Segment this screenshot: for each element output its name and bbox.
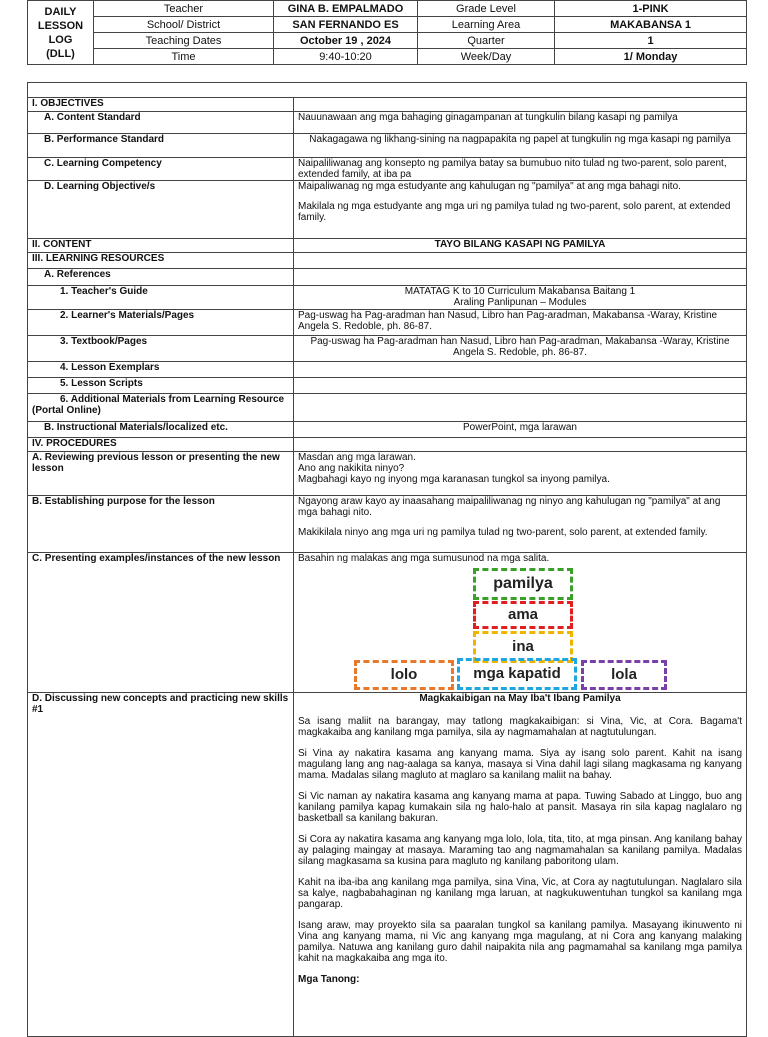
content-standard-label: A. Content Standard (28, 112, 294, 134)
header-label: Teaching Dates (94, 33, 274, 49)
empty-cell (294, 378, 747, 394)
teachers-guide-line1: MATATAG K to 10 Curriculum Makabansa Baitang 1 (404, 286, 636, 297)
learning-competency-label: C. Learning Competency (28, 158, 294, 181)
additional-materials-label (28, 394, 294, 422)
header-label: Learning Area (418, 17, 555, 33)
performance-standard-text: Nakagagawa ng likhang-sining na nagpapakita ng papel at tungkulin ng mga kasapi ng pamilya (294, 134, 747, 158)
procedure-a-line: Ano ang nakikita ninyo? (298, 463, 405, 474)
references-label: A. References (28, 269, 294, 286)
dll-line: DAILY (44, 5, 77, 18)
procedure-a-line: Masdan ang mga larawan. (298, 452, 416, 463)
empty-cell (294, 269, 747, 286)
word-boxes (298, 564, 742, 692)
resources-title: III. LEARNING RESOURCES (28, 253, 294, 269)
empty-cell (294, 394, 747, 422)
learning-competency-text: Naipaliliwanag ang konsepto ng pamilya batay sa bumubuo nito tulad ng two-parent, solo parent, extended family, at iba pa (294, 158, 747, 181)
word-box-mga-kapatid: mga kapatid (457, 658, 577, 690)
learning-objectives-label: D. Learning Objective/s (28, 181, 294, 239)
questions-label: Mga Tanong: (298, 974, 360, 985)
week-day-value: 1/ Monday (555, 49, 747, 65)
lesson-exemplars-label: 4. Lesson Exemplars (28, 362, 294, 378)
performance-standard-label: B. Performance Standard (28, 134, 294, 158)
story-paragraph: Sa isang maliit na barangay, may tatlong magkakaibigan: si Vina, Vic, at Cora. Bagama't magkakaiba ang kanilang mga pamilya, sila ay nagmamahalan at nagtutulungan. (298, 716, 742, 738)
procedure-a-line: Magbahagi kayo ng inyong mga karanasan tungkol sa inyong pamilya. (298, 474, 610, 485)
learning-objectives-cell (294, 181, 747, 239)
header-label: Time (94, 49, 274, 65)
procedure-a-cell (294, 452, 747, 496)
quarter-value: 1 (555, 33, 747, 49)
textbook-text: Pag-uswag ha Pag-aradman han Nasud, Libro han Pag-aradman, Makabansa -Waray, Kristine Angela S. Redoble, ph. 86-87. (294, 336, 747, 362)
learning-area-value: MAKABANSA 1 (555, 17, 747, 33)
dll-line: LOG (48, 33, 73, 46)
teachers-guide-label: 1. Teacher's Guide (28, 286, 294, 310)
blank-row (28, 83, 747, 98)
empty-cell (294, 362, 747, 378)
word-box-pamilya: pamilya (473, 568, 573, 600)
lesson-table (27, 82, 747, 1037)
procedure-c-instruction: Basahin ng malakas ang mga sumusunod na mga salita. (298, 553, 550, 564)
procedures-title: IV. PROCEDURES (28, 438, 294, 452)
teachers-guide-line2: Araling Panlipunan – Modules (453, 297, 587, 308)
instructional-materials-text: PowerPoint, mga larawan (294, 422, 747, 438)
procedure-b-text1: Ngayong araw kayo ay inaasahang maipaliliwanag ng ninyo ang kahulugan ng "pamilya" at ang mga bahagi nito. (298, 496, 721, 518)
content-label: II. CONTENT (28, 239, 294, 253)
instructional-materials-label: B. Instructional Materials/localized etc. (28, 422, 294, 438)
header-label: Teacher (94, 1, 274, 17)
learning-objective-2: Makilala ng mga estudyante ang mga uri ng pamilya tulad ng two-parent, solo parent, at extended family. (298, 201, 731, 223)
learners-materials-text: Pag-uswag ha Pag-aradman han Nasud, Libro han Pag-aradman, Makabansa -Waray, Kristine Angela S. Redoble, ph. 86-87. (294, 310, 747, 336)
header-label: Week/Day (418, 49, 555, 65)
empty-cell (294, 253, 747, 269)
story-title: Magkakaibigan na May Iba't Ibang Pamilya (419, 693, 621, 704)
procedure-c-label: C. Presenting examples/instances of the new lesson (28, 553, 294, 693)
grade-level-value: 1-PINK (555, 1, 747, 17)
procedure-b-text2: Makikilala ninyo ang mga uri ng pamilya tulad ng two-parent, solo parent, at extended family. (298, 527, 708, 538)
story-paragraph: Kahit na iba-iba ang kanilang mga pamilya, sina Vina, Vic, at Cora ay nagtutulungan. Naglalaro sila sa kalye, nagbabahaginan ng kanilang mga laruan, at nagkukuwentuhan tungkol sa kanilang mga pangarap. (298, 877, 742, 910)
word-box-lolo: lolo (354, 660, 454, 690)
additional-materials-text: 6. Additional Materials from Learning Resource (Portal Online) (32, 394, 285, 416)
dll-line: (DLL) (46, 47, 75, 60)
lesson-scripts-label: 5. Lesson Scripts (28, 378, 294, 394)
dll-line: LESSON (37, 19, 84, 32)
textbook-label: 3. Textbook/Pages (28, 336, 294, 362)
procedure-d-story (294, 693, 747, 1037)
word-box-ina: ina (473, 631, 573, 663)
procedure-a-label: A. Reviewing previous lesson or presenting the new lesson (28, 452, 294, 496)
time-value: 9:40-10:20 (274, 49, 418, 65)
story-paragraph: Si Vic naman ay nakatira kasama ang kanyang mama at papa. Tuwing Sabado at Linggo, buo ang kanilang pamilya kapag kumakain sila ng halo-halo at pansit. Masaya rin sila kapag naglalaro ng basketball sa kanilang bakuran. (298, 791, 742, 824)
procedure-b-cell (294, 496, 747, 553)
story-paragraph: Si Cora ay nakatira kasama ang kanyang mga lolo, lola, tita, tito, at mga pinsan. Ang kanilang bahay ay palaging maingay at masaya. Maraming tao ang nagmamahalan sa kanilang pamilya. Madalas silang magkasama sa kusina para magluto ng kanilang paboritong ulam. (298, 834, 742, 867)
teacher-value: GINA B. EMPALMADO (274, 1, 418, 17)
story-paragraph: Isang araw, may proyekto sila sa paaralan tungkol sa kanilang pamilya. Masayang ikinuwento ni Vina ang kanyang mama, ni Vic ang kanyang mga magulang, at ni Cora ang kanyang malaking pamilya. Natuwa ang kanilang guro dahil naipakita nila ang pagmamahal sa kanilang mga pamilya kahit na magkakaiba ang mga ito. (298, 920, 742, 964)
teachers-guide-cell (294, 286, 747, 310)
school-value: SAN FERNANDO ES (274, 17, 418, 33)
header-table (27, 0, 747, 65)
word-box-ama: ama (473, 601, 573, 629)
header-label: School/ District (94, 17, 274, 33)
story-paragraph: Si Vina ay nakatira kasama ang kanyang mama. Siya ay isang solo parent. Kahit na isang magulang lang ang nag-aalaga sa kanya, masaya si Vina dahil lagi silang magkasama ng kanyang mama. Madalas silang magluto at maglaro sa kanilang maliit na bahay. (298, 748, 742, 781)
learners-materials-label: 2. Learner's Materials/Pages (28, 310, 294, 336)
word-box-lola: lola (581, 660, 667, 690)
content-text: TAYO BILANG KASAPI NG PAMILYA (294, 239, 747, 253)
teaching-dates-value: October 19 , 2024 (274, 33, 418, 49)
procedure-d-label: D. Discussing new concepts and practicing new skills #1 (28, 693, 294, 1037)
empty-cell (294, 438, 747, 452)
header-label: Grade Level (418, 1, 555, 17)
content-standard-text: Nauunawaan ang mga bahaging ginagampanan at tungkulin bilang kasapi ng pamilya (294, 112, 747, 134)
dll-title (28, 1, 94, 65)
dll-page (27, 0, 746, 1024)
procedure-c-cell (294, 553, 747, 693)
procedure-b-label: B. Establishing purpose for the lesson (28, 496, 294, 553)
learning-objective-1: Maipaliwanag ng mga estudyante ang kahulugan ng "pamilya" at ang mga bahagi nito. (298, 181, 681, 192)
empty-cell (294, 98, 747, 112)
header-label: Quarter (418, 33, 555, 49)
objectives-title: I. OBJECTIVES (28, 98, 294, 112)
